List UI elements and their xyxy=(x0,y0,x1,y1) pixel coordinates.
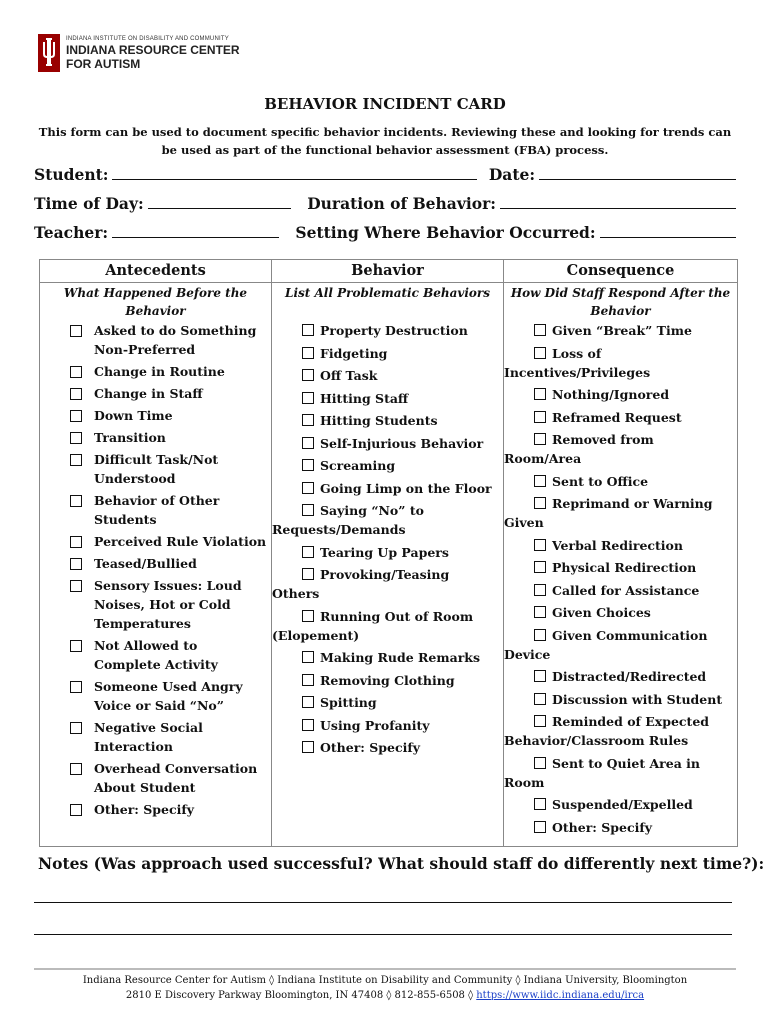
checkbox[interactable] xyxy=(302,741,314,753)
notes-line-1[interactable] xyxy=(34,902,732,903)
time-of-day-field[interactable] xyxy=(148,194,292,209)
behavior-item xyxy=(272,501,499,539)
antecedent-item xyxy=(40,321,267,359)
checkbox[interactable] xyxy=(302,437,314,449)
antecedent-item xyxy=(40,677,267,715)
checkbox[interactable] xyxy=(302,324,314,336)
checkbox[interactable] xyxy=(302,696,314,708)
footer xyxy=(0,973,770,1003)
checkbox[interactable] xyxy=(302,482,314,494)
consequence-item xyxy=(504,494,733,532)
notes-label: Notes (Was approach used successful? What should staff do differently next time?): xyxy=(38,854,765,873)
teacher-label: Teacher: xyxy=(34,223,109,242)
antecedents-list-cell xyxy=(40,321,272,847)
teacher-field[interactable] xyxy=(112,223,279,238)
org-parent-name: INDIANA INSTITUTE ON DISABILITY AND COMMUNITY xyxy=(66,36,229,42)
consequence-list-cell xyxy=(504,321,738,847)
consequence-label: Given “Break” Time xyxy=(552,323,692,338)
antecedent-label: Down Time xyxy=(94,408,173,423)
consequence-label: Removed from Room/Area xyxy=(504,432,654,466)
antecedent-item xyxy=(40,428,267,447)
antecedent-item xyxy=(40,800,267,819)
consequence-label: Other: Specify xyxy=(552,819,652,835)
consequence-subheading: How Did Staff Respond After the Behavior xyxy=(504,283,738,322)
behavior-subheading: List All Problematic Behaviors xyxy=(272,283,504,322)
behavior-list-cell xyxy=(272,321,504,847)
organization-logo xyxy=(38,34,240,72)
checkbox[interactable] xyxy=(534,388,546,400)
consequence-label: Reprimand or Warning Given xyxy=(504,496,713,530)
checkbox[interactable] xyxy=(70,410,82,422)
behavior-item xyxy=(272,693,499,712)
consequence-label: Loss of Incentives/Privileges xyxy=(504,345,651,380)
consequence-heading: Consequence xyxy=(504,260,738,283)
notes-line-2[interactable] xyxy=(34,934,732,935)
time-duration-row xyxy=(34,194,736,213)
behavior-label: Using Profanity xyxy=(320,717,430,733)
antecedents-heading: Antecedents xyxy=(40,260,272,283)
checkbox[interactable] xyxy=(534,757,546,769)
antecedent-label: Change in Routine xyxy=(94,364,225,379)
antecedent-item xyxy=(40,491,267,529)
checkbox[interactable] xyxy=(534,798,546,810)
behavior-label: Other: Specify xyxy=(320,740,420,755)
behavior-item xyxy=(272,607,499,645)
antecedent-label: Asked to do Something Non-Preferred xyxy=(94,323,257,357)
checkbox[interactable] xyxy=(534,497,546,509)
consequence-item xyxy=(504,626,733,664)
antecedent-item xyxy=(40,576,267,633)
behavior-label: Hitting Students xyxy=(320,413,438,428)
consequence-label: Verbal Redirection xyxy=(552,537,683,553)
antecedent-label: Change in Staff xyxy=(94,386,203,401)
checkbox[interactable] xyxy=(302,568,314,580)
date-label: Date: xyxy=(488,165,536,184)
consequence-item xyxy=(504,408,733,427)
org-name-line1: INDIANA RESOURCE CENTER xyxy=(66,43,240,57)
antecedent-item xyxy=(40,532,267,551)
antecedent-item xyxy=(40,450,267,488)
footer-link[interactable]: https://www.iidc.indiana.edu/irca xyxy=(476,990,645,1001)
behavior-label: Off Task xyxy=(320,368,378,383)
behavior-item xyxy=(272,366,499,385)
behavior-label: Running Out of Room (Elopement) xyxy=(272,608,474,643)
antecedent-item xyxy=(40,362,267,381)
behavior-label: Saying “No” to Requests/Demands xyxy=(272,503,424,537)
checkbox[interactable] xyxy=(70,388,82,400)
checkbox[interactable] xyxy=(534,433,546,445)
behavior-item xyxy=(272,389,499,408)
behavior-item xyxy=(272,434,499,453)
checkbox[interactable] xyxy=(70,722,82,734)
consequence-item xyxy=(504,536,733,555)
consequence-item xyxy=(504,795,733,814)
behavior-item xyxy=(272,456,499,475)
behavior-list xyxy=(272,321,499,757)
consequence-label: Given Choices xyxy=(552,605,651,620)
checkbox[interactable] xyxy=(302,651,314,663)
antecedent-label: Not Allowed to Complete Activity xyxy=(94,638,218,672)
consequence-item xyxy=(504,712,733,750)
consequence-item xyxy=(504,818,733,837)
org-name-line2: FOR AUTISM xyxy=(66,57,141,71)
checkbox[interactable] xyxy=(534,347,546,359)
checkbox[interactable] xyxy=(70,580,82,592)
antecedent-item xyxy=(40,406,267,425)
checkbox[interactable] xyxy=(70,681,82,693)
behavior-label: Fidgeting xyxy=(320,345,388,361)
checkbox[interactable] xyxy=(70,325,82,337)
behavior-item xyxy=(272,344,499,363)
behavior-label: Property Destruction xyxy=(320,323,468,338)
consequence-label: Reframed Request xyxy=(552,409,682,425)
consequence-list xyxy=(504,321,733,837)
behavior-label: Tearing Up Papers xyxy=(320,544,449,560)
checkbox[interactable] xyxy=(534,821,546,833)
consequence-item xyxy=(504,558,733,577)
consequence-label: Sent to Office xyxy=(552,473,649,489)
antecedent-item xyxy=(40,384,267,403)
checkbox[interactable] xyxy=(534,629,546,641)
antecedents-list xyxy=(40,321,267,819)
behavior-label: Spitting xyxy=(320,695,377,710)
behavior-label: Going Limp on the Floor xyxy=(320,480,492,496)
checkbox[interactable] xyxy=(70,536,82,548)
antecedent-label: Negative Social Interaction xyxy=(94,720,203,754)
behavior-item xyxy=(272,565,499,603)
consequence-label: Suspended/Expelled xyxy=(552,797,693,812)
setting-field[interactable] xyxy=(600,223,736,238)
antecedent-item xyxy=(40,718,267,756)
behavior-item xyxy=(272,479,499,498)
behavior-item xyxy=(272,738,499,757)
behavior-item xyxy=(272,411,499,430)
checkbox[interactable] xyxy=(70,454,82,466)
checkbox[interactable] xyxy=(302,610,314,622)
antecedent-label: Behavior of Other Students xyxy=(94,493,220,527)
incident-table xyxy=(39,259,738,847)
antecedent-item xyxy=(40,759,267,797)
behavior-item xyxy=(272,648,499,667)
consequence-label: Given Communication Device xyxy=(504,627,708,662)
antecedent-label: Perceived Rule Violation xyxy=(94,534,267,549)
checkbox[interactable] xyxy=(302,392,314,404)
checkbox[interactable] xyxy=(534,670,546,682)
consequence-item xyxy=(504,581,733,600)
footer-line-2 xyxy=(0,988,770,1003)
antecedent-label: Overhead Conversation About Student xyxy=(94,761,258,795)
consequence-item xyxy=(504,385,733,404)
antecedent-label: Other: Specify xyxy=(94,802,194,817)
behavior-item xyxy=(272,543,499,562)
checkbox[interactable] xyxy=(302,459,314,471)
checkbox[interactable] xyxy=(302,504,314,516)
behavior-label: Self-Injurious Behavior xyxy=(320,435,484,451)
student-field[interactable] xyxy=(112,165,476,180)
checkbox[interactable] xyxy=(534,584,546,596)
behavior-item xyxy=(272,321,499,340)
checkbox[interactable] xyxy=(70,558,82,570)
student-date-row xyxy=(34,165,736,184)
behavior-label: Provoking/Teasing Others xyxy=(272,567,450,601)
consequence-item xyxy=(504,321,733,340)
checkbox[interactable] xyxy=(302,414,314,426)
checkbox[interactable] xyxy=(70,640,82,652)
student-label: Student: xyxy=(34,165,109,184)
behavior-label: Hitting Staff xyxy=(320,390,409,406)
consequence-item xyxy=(504,603,733,622)
checkbox[interactable] xyxy=(70,366,82,378)
time-of-day-label: Time of Day: xyxy=(34,194,144,213)
checkbox[interactable] xyxy=(534,561,546,573)
behavior-item xyxy=(272,671,499,690)
antecedent-label: Teased/Bullied xyxy=(94,556,197,571)
checkbox[interactable] xyxy=(534,606,546,618)
antecedent-label: Difficult Task/Not Understood xyxy=(94,452,219,486)
trident-icon xyxy=(38,34,60,72)
duration-field[interactable] xyxy=(500,194,736,209)
footer-divider xyxy=(34,968,736,970)
consequence-label: Sent to Quiet Area in Room xyxy=(504,755,700,790)
page-title: BEHAVIOR INCIDENT CARD xyxy=(264,95,506,113)
intro-text: This form can be used to document specific behavior incidents. Reviewing these and looking for trends can be used as part of the functional behavior assessment (FBA) process. xyxy=(38,125,732,157)
consequence-label: Nothing/Ignored xyxy=(552,387,670,402)
consequence-item xyxy=(504,344,733,382)
behavior-heading: Behavior xyxy=(272,260,504,283)
footer-address: 2810 E Discovery Parkway Bloomington, IN 47408 ◊ 812-855-6508 ◊ xyxy=(125,990,477,1001)
checkbox[interactable] xyxy=(70,804,82,816)
teacher-setting-row xyxy=(34,223,736,242)
behavior-label: Screaming xyxy=(320,458,396,473)
consequence-item xyxy=(504,690,733,709)
footer-line-1: Indiana Resource Center for Autism ◊ Indiana Institute on Disability and Community ◊ Indiana University, Bloomington xyxy=(82,975,688,986)
checkbox[interactable] xyxy=(534,411,546,423)
consequence-label: Called for Assistance xyxy=(552,582,700,598)
checkbox[interactable] xyxy=(534,475,546,487)
consequence-item xyxy=(504,667,733,686)
consequence-item xyxy=(504,472,733,491)
antecedent-label: Someone Used Angry Voice or Said “No” xyxy=(94,679,243,713)
checkbox[interactable] xyxy=(302,719,314,731)
checkbox[interactable] xyxy=(534,539,546,551)
antecedent-label: Transition xyxy=(94,430,166,445)
checkbox[interactable] xyxy=(70,495,82,507)
behavior-item xyxy=(272,716,499,735)
setting-label: Setting Where Behavior Occurred: xyxy=(295,223,596,242)
consequence-label: Discussion with Student xyxy=(552,691,723,707)
checkbox[interactable] xyxy=(534,715,546,727)
consequence-item xyxy=(504,754,733,792)
checkbox[interactable] xyxy=(302,369,314,381)
consequence-label: Reminded of Expected Behavior/Classroom Rules xyxy=(504,714,710,748)
antecedent-item xyxy=(40,554,267,573)
antecedent-label: Sensory Issues: Loud Noises, Hot or Cold Temperatures xyxy=(94,578,242,631)
antecedents-subheading: What Happened Before the Behavior xyxy=(40,283,272,322)
consequence-label: Physical Redirection xyxy=(552,560,697,575)
checkbox[interactable] xyxy=(534,693,546,705)
checkbox[interactable] xyxy=(70,763,82,775)
checkbox[interactable] xyxy=(302,347,314,359)
checkbox[interactable] xyxy=(534,324,546,336)
antecedent-item xyxy=(40,636,267,674)
duration-label: Duration of Behavior: xyxy=(307,194,496,213)
date-field[interactable] xyxy=(539,165,736,180)
consequence-label: Distracted/Redirected xyxy=(552,669,707,684)
checkbox[interactable] xyxy=(302,674,314,686)
behavior-label: Removing Clothing xyxy=(320,672,455,688)
consequence-item xyxy=(504,430,733,468)
behavior-label: Making Rude Remarks xyxy=(320,650,480,665)
checkbox[interactable] xyxy=(70,432,82,444)
checkbox[interactable] xyxy=(302,546,314,558)
